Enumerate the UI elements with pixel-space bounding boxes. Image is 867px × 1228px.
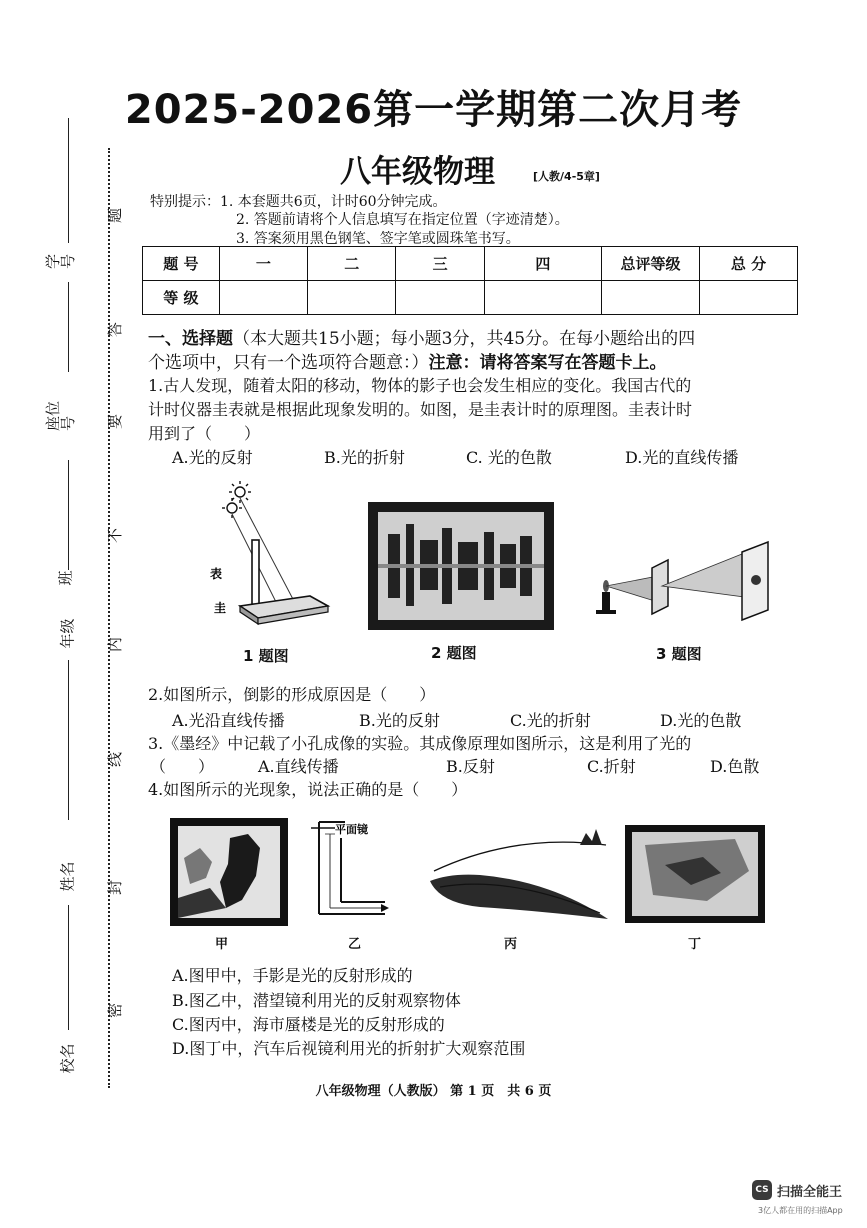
q4-option-d: D.图丁中，汽车后视镜利用光的折射扩大观察范围 bbox=[172, 1039, 526, 1058]
seal-char: 答 bbox=[106, 321, 125, 338]
score-cell: 四 bbox=[484, 247, 601, 281]
q4-option-a: A.图甲中，手影是光的反射形成的 bbox=[172, 966, 413, 985]
tip-line-1: 特别提示：1. 本套题共6页，计时60分钟完成。 bbox=[150, 194, 447, 210]
q4-option-c: C.图丙中，海市蜃楼是光的反射形成的 bbox=[172, 1015, 445, 1034]
q1-option-b: B.光的折射 bbox=[324, 448, 405, 467]
margin-field-seat-no: 座位号 bbox=[44, 400, 77, 431]
q1-line-2: 计时仪器圭表就是根据此现象发明的。如图，是圭表计时的原理图。圭表计时 bbox=[148, 400, 693, 419]
score-cell: 二 bbox=[308, 247, 396, 281]
scanner-tagline: 3亿人都在用的扫描App bbox=[758, 1206, 843, 1215]
fig3-caption: 3 题图 bbox=[656, 645, 702, 663]
margin-field-grade: 年级 bbox=[58, 618, 77, 649]
section-heading-notice: 注意：请将答案写在答题卡上。 bbox=[428, 353, 667, 373]
grade-input-cell[interactable] bbox=[308, 281, 396, 315]
margin-fill-line bbox=[68, 660, 69, 820]
q2-option-d: D.光的色散 bbox=[660, 711, 742, 730]
score-cell: 题 号 bbox=[143, 247, 220, 281]
margin-fill-line bbox=[68, 905, 69, 1030]
edition-note: [人教/4-5章] bbox=[533, 170, 600, 183]
seal-char: 题 bbox=[106, 207, 125, 224]
grade-input-cell[interactable] bbox=[601, 281, 699, 315]
q2-option-b: B.光的反射 bbox=[359, 711, 440, 730]
q3-option-b: B.反射 bbox=[446, 757, 495, 776]
section-heading-line2 bbox=[148, 348, 667, 373]
q1-option-c: C. 光的色散 bbox=[466, 448, 552, 467]
margin-fill-line bbox=[68, 282, 69, 372]
fig-ding-caption: 丁 bbox=[688, 937, 702, 952]
seal-char: 内 bbox=[106, 636, 125, 653]
q2-option-c: C.光的折射 bbox=[510, 711, 591, 730]
periscope-figure bbox=[305, 818, 415, 926]
margin-field-student-id: 学号 bbox=[44, 253, 77, 269]
seal-char: 封 bbox=[106, 879, 125, 896]
score-cell: 总评等级 bbox=[601, 247, 699, 281]
fig-yi-caption: 乙 bbox=[348, 937, 362, 952]
margin-field-school: 校名 bbox=[58, 1043, 77, 1074]
q1-line-1: 1.古人发现，随着太阳的移动，物体的影子也会发生相应的变化。我国古代的 bbox=[148, 376, 692, 395]
section-heading-line2-a: 个选项中，只有一个选项符合题意：） bbox=[148, 353, 429, 373]
q2-stem: 2.如图所示，倒影的形成原因是（ ） bbox=[148, 685, 436, 704]
scanner-app-name: 扫描全能王 bbox=[777, 1185, 843, 1200]
pinhole-figure bbox=[592, 540, 782, 622]
seal-char: 线 bbox=[106, 751, 125, 768]
q3-stem: 3.《墨经》中记载了小孔成像的实验。其成像原理如图所示，这是利用了光的 bbox=[148, 734, 692, 753]
island-icon bbox=[580, 829, 602, 845]
grade-input-cell[interactable] bbox=[484, 281, 601, 315]
car-mirror-figure bbox=[625, 825, 765, 923]
score-table-header-row bbox=[143, 247, 798, 281]
exam-title: 2025-2026第一学期第二次月考 bbox=[124, 87, 743, 133]
plane-mirror-label: 平面镜 bbox=[335, 823, 368, 836]
q3-answer-blank: （ ） bbox=[150, 757, 215, 776]
margin-field-name: 姓名 bbox=[58, 861, 77, 892]
q3-option-d: D.色散 bbox=[710, 757, 760, 776]
q4-option-b: B.图乙中，潜望镜利用光的反射观察物体 bbox=[172, 991, 461, 1010]
scanner-logo-icon: CS bbox=[752, 1180, 772, 1200]
fig2-caption: 2 题图 bbox=[431, 644, 477, 662]
tip-line-2: 2. 答题前请将个人信息填写在指定位置（字迹清楚）。 bbox=[236, 212, 569, 228]
grade-input-cell[interactable] bbox=[219, 281, 307, 315]
margin-fill-line bbox=[68, 460, 69, 570]
score-cell: 总 分 bbox=[699, 247, 797, 281]
fig-jia-caption: 甲 bbox=[215, 937, 229, 952]
reflection-photo bbox=[368, 502, 554, 630]
fig1-caption: 1 题图 bbox=[243, 647, 289, 665]
tip-line-3: 3. 答案须用黑色钢笔、签字笔或圆珠笔书写。 bbox=[236, 231, 520, 247]
section-heading bbox=[148, 324, 695, 349]
q1-line-3: 用到了（ ） bbox=[148, 424, 261, 443]
q1-option-d: D.光的直线传播 bbox=[625, 448, 739, 467]
section-heading-bold: 一、选择题 bbox=[148, 329, 233, 349]
score-cell: 等 级 bbox=[143, 281, 220, 315]
grade-input-cell[interactable] bbox=[396, 281, 484, 315]
gnomon-label-gui: 圭 bbox=[214, 601, 227, 615]
score-cell: 一 bbox=[219, 247, 307, 281]
gnomon-figure bbox=[200, 478, 335, 638]
gnomon-label-biao: 表 bbox=[210, 567, 223, 581]
seal-dotted-line bbox=[108, 148, 110, 1088]
margin-fill-line bbox=[68, 118, 69, 243]
score-cell: 三 bbox=[396, 247, 484, 281]
q1-option-a: A.光的反射 bbox=[172, 448, 253, 467]
hand-shadow-figure bbox=[170, 818, 288, 926]
seal-char: 不 bbox=[106, 527, 125, 544]
subject-title: 八年级物理 bbox=[340, 154, 495, 190]
seal-char: 要 bbox=[106, 413, 125, 430]
section-heading-rest: （本大题共15小题；每小题3分，共45分。在每小题给出的四 bbox=[233, 329, 696, 349]
fig-bing-caption: 丙 bbox=[504, 937, 518, 952]
eye-icon bbox=[381, 904, 389, 912]
q2-option-a: A.光沿直线传播 bbox=[172, 711, 285, 730]
q3-option-c: C.折射 bbox=[587, 757, 636, 776]
score-table-grade-row bbox=[143, 281, 798, 315]
score-table bbox=[142, 246, 798, 315]
mirage-figure bbox=[420, 815, 615, 925]
seal-char: 密 bbox=[106, 1002, 125, 1019]
q4-stem: 4.如图所示的光现象，说法正确的是（ ） bbox=[148, 780, 468, 799]
page-footer: 八年级物理（人教版） 第 1 页 共 6 页 bbox=[315, 1084, 552, 1099]
margin-field-class: 班 bbox=[56, 570, 75, 586]
q3-option-a: A.直线传播 bbox=[258, 757, 339, 776]
grade-input-cell[interactable] bbox=[699, 281, 797, 315]
